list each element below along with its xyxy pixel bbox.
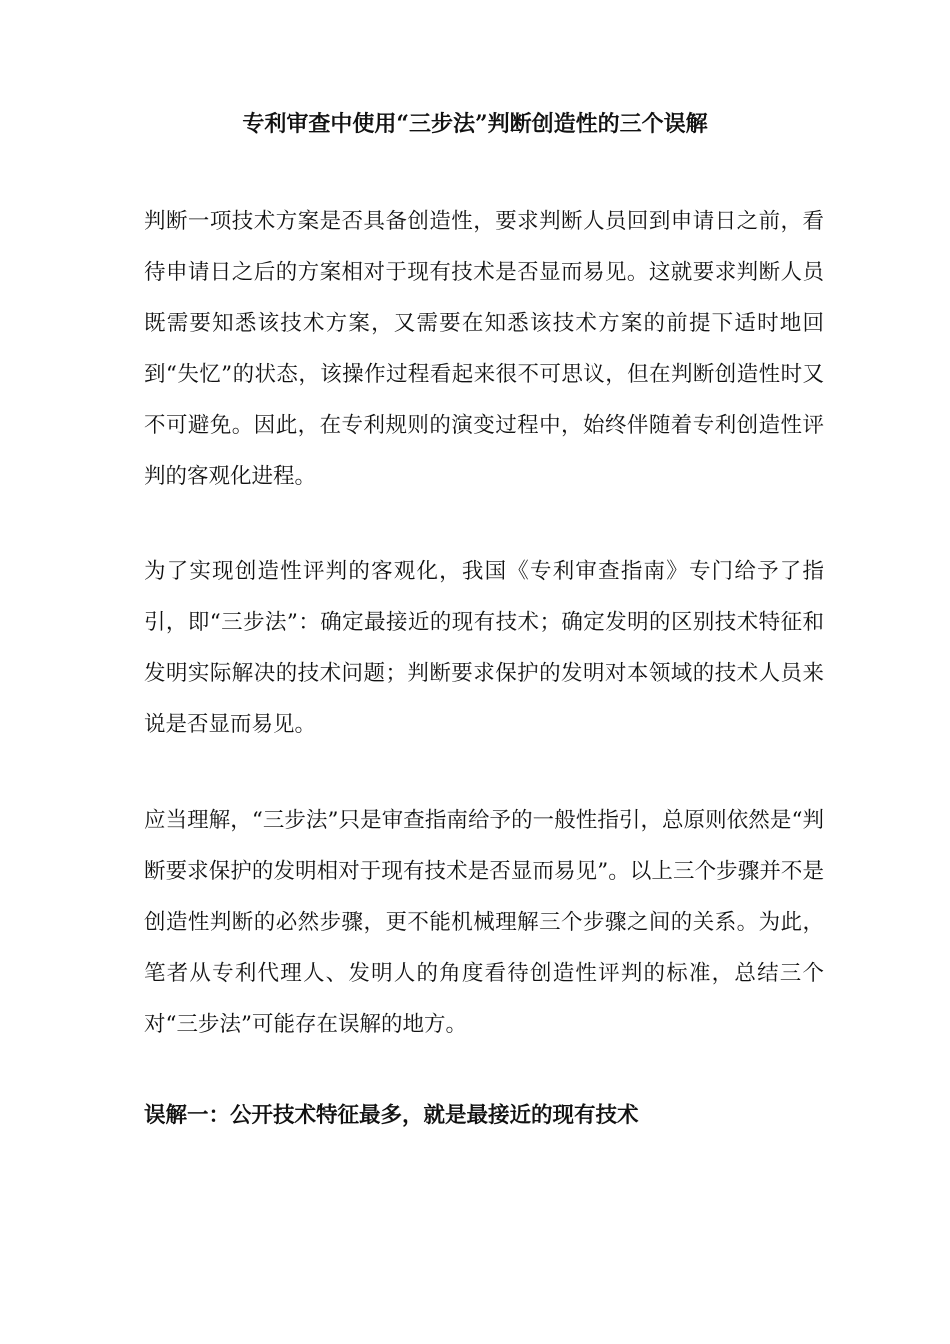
paragraph-three-step-method: 为了实现创造性评判的客观化，我国《专利审查指南》专门给予了指引，即“三步法”：确定最接近的现有技术；确定发明的区别技术特征和发明实际解决的技术问题；判断要求保护的发明对本领域的技术人员来说是否显而易见。 [144, 559, 824, 737]
section-heading-misunderstanding-one: 误解一：公开技术特征最多，就是最接近的现有技术 [144, 1103, 639, 1128]
paragraph-general-guidance: 应当理解，“三步法”只是审查指南给予的一般性指引，总原则依然是“判断要求保护的发明相对于现有技术是否显而易见”。以上三个步骤并不是创造性判断的必然步骤，更不能机械理解三个步骤之间的关系。为此，笔者从专利代理人、发明人的角度看待创造性评判的标准，总结三个对“三步法”可能存在误解的地方。 [144, 808, 824, 1037]
document-title: 专利审查中使用“三步法”判断创造性的三个误解 [242, 111, 708, 137]
paragraph-intro: 判断一项技术方案是否具备创造性，要求判断人员回到申请日之前，看待申请日之后的方案相对于现有技术是否显而易见。这就要求判断人员既需要知悉该技术方案，又需要在知悉该技术方案的前提下适时地回到“失忆”的状态，该操作过程看起来很不可思议，但在判断创造性时又不可避免。因此，在专利规则的演变过程中，始终伴随着专利创造性评判的客观化进程。 [144, 209, 824, 489]
